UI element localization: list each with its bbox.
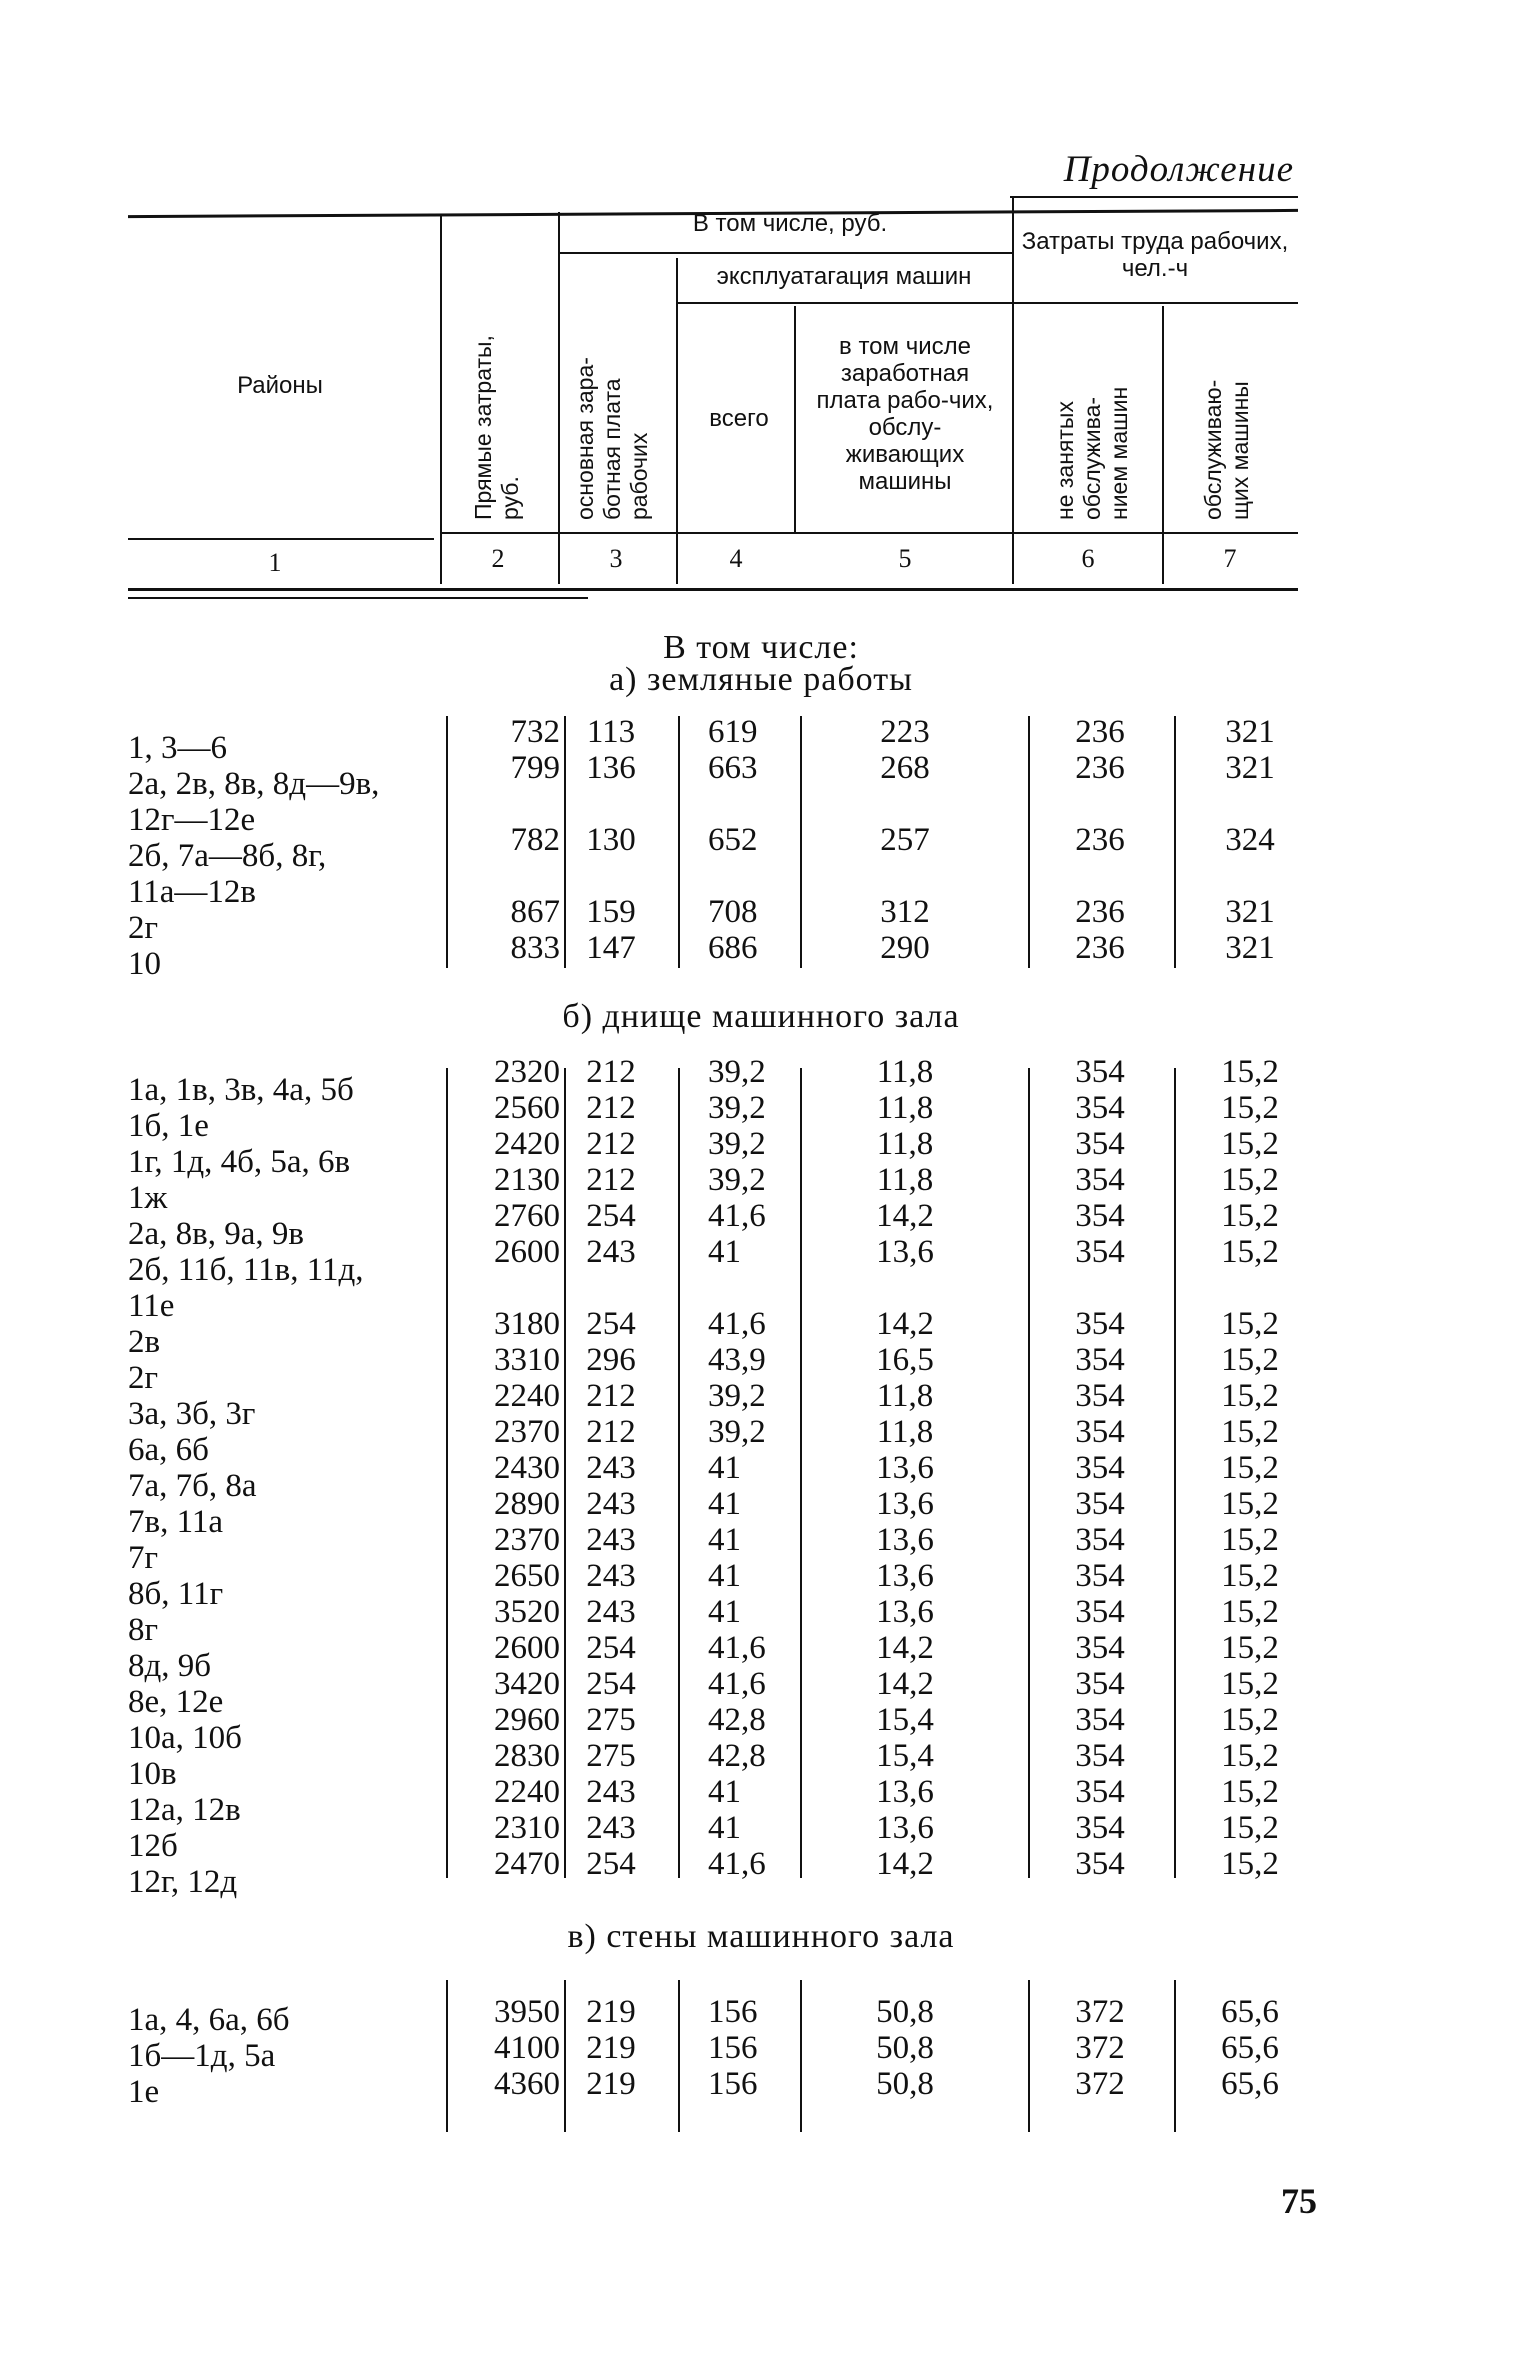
- table-cell-col2: 3520: [494, 1594, 560, 1630]
- table-cell-col4: 42,8: [708, 1738, 766, 1774]
- region-label: 12г—12е: [128, 802, 256, 838]
- table-cell-col4: 41: [708, 1450, 741, 1486]
- table-cell-col6: 236: [1075, 822, 1125, 858]
- header-including-rub: В том числе, руб.: [692, 210, 888, 237]
- colnum-7: 7: [1223, 544, 1237, 573]
- table-cell-col2: 2650: [494, 1558, 560, 1594]
- region-label: 2а, 2в, 8в, 8д—9в,: [128, 766, 380, 802]
- region-label: 12г, 12д: [128, 1864, 238, 1900]
- region-label: 2б, 11б, 11в, 11д,: [128, 1252, 364, 1288]
- header-vline-6: [1162, 306, 1164, 584]
- region-label: 1ж: [128, 1180, 168, 1216]
- table-cell-col3: 243: [586, 1810, 636, 1846]
- region-label: 6а, 6б: [128, 1432, 209, 1468]
- table-cell-col2: 2320: [494, 1054, 560, 1090]
- header-vline-2: [558, 212, 560, 584]
- region-label: 2г: [128, 1360, 159, 1396]
- table-cell-col2: 867: [510, 894, 560, 930]
- region-label: 8е, 12е: [128, 1684, 224, 1720]
- table-cell-col4: 43,9: [708, 1342, 766, 1378]
- table-cell-col4: 41,6: [708, 1306, 766, 1342]
- table-cell-col6: 354: [1075, 1234, 1125, 1270]
- table-cell-col7: 15,2: [1221, 1450, 1279, 1486]
- table-cell-col6: 354: [1075, 1846, 1125, 1882]
- table-row: [0, 930, 1522, 966]
- page-number: 75: [1281, 2181, 1317, 2221]
- colnum-5: 5: [898, 544, 912, 573]
- continuation-label: Продолжение: [1063, 149, 1294, 190]
- table-cell-col6: 236: [1075, 750, 1125, 786]
- column-separator: [678, 1980, 680, 2132]
- table-cell-col6: 236: [1075, 894, 1125, 930]
- table-cell-col5: 11,8: [876, 1378, 934, 1414]
- region-label: 8г: [128, 1612, 159, 1648]
- table-cell-col2: 3310: [494, 1342, 560, 1378]
- table-cell-col4: 41: [708, 1522, 741, 1558]
- table-cell-col7: 321: [1225, 750, 1275, 786]
- table-cell-col5: 15,4: [876, 1738, 934, 1774]
- table-cell-col5: 14,2: [876, 1198, 934, 1234]
- header-vline-4: [794, 306, 796, 534]
- table-cell-col6: 354: [1075, 1738, 1125, 1774]
- table-cell-col4: 39,2: [708, 1378, 766, 1414]
- header-top-rule-right: [1010, 196, 1298, 198]
- table-cell-col6: 236: [1075, 714, 1125, 750]
- table-cell-col4: 39,2: [708, 1054, 766, 1090]
- colnum-6: 6: [1081, 544, 1095, 573]
- region-label: 12а, 12в: [128, 1792, 241, 1828]
- table-cell-col6: 354: [1075, 1558, 1125, 1594]
- table-cell-col3: 254: [586, 1198, 636, 1234]
- including-rule: [558, 252, 1012, 254]
- header-vline-1: [440, 216, 442, 584]
- table-cell-col2: 2470: [494, 1846, 560, 1882]
- table-cell-col7: 15,2: [1221, 1774, 1279, 1810]
- table-cell-col2: 2830: [494, 1738, 560, 1774]
- table-cell-col4: 41: [708, 1594, 741, 1630]
- table-cell-col2: 782: [510, 822, 560, 858]
- column-separator: [446, 716, 448, 968]
- table-cell-col2: 833: [510, 930, 560, 966]
- table-cell-col6: 354: [1075, 1810, 1125, 1846]
- colnum-4: 4: [729, 544, 743, 573]
- table-cell-col4: 39,2: [708, 1090, 766, 1126]
- table-cell-col5: 11,8: [876, 1090, 934, 1126]
- table-cell-col2: 2760: [494, 1198, 560, 1234]
- table-cell-col4: 41,6: [708, 1846, 766, 1882]
- region-label: 12б: [128, 1828, 178, 1864]
- table-cell-col7: 15,2: [1221, 1414, 1279, 1450]
- table-cell-col7: 15,2: [1221, 1306, 1279, 1342]
- table-cell-col7: 324: [1225, 822, 1275, 858]
- table-cell-col3: 243: [586, 1774, 636, 1810]
- region-label: 1б—1д, 5а: [128, 2038, 276, 2074]
- table-cell-col6: 354: [1075, 1378, 1125, 1414]
- header-incl-wage: в том числе заработная плата рабо-чих, обслу-живающих машины: [816, 333, 994, 495]
- column-separator: [678, 716, 680, 968]
- column-separator: [564, 1068, 566, 1878]
- table-cell-col6: 354: [1075, 1486, 1125, 1522]
- region-label: 1а, 4, 6а, 6б: [128, 2002, 290, 2038]
- region-label: 8д, 9б: [128, 1648, 212, 1684]
- table-cell-col4: 41,6: [708, 1198, 766, 1234]
- table-cell-col5: 223: [880, 714, 930, 750]
- region-label: 10а, 10б: [128, 1720, 242, 1756]
- table-cell-col4: 663: [708, 750, 758, 786]
- table-cell-col6: 354: [1075, 1522, 1125, 1558]
- table-cell-col6: 354: [1075, 1054, 1125, 1090]
- table-cell-col7: 15,2: [1221, 1054, 1279, 1090]
- table-cell-col3: 243: [586, 1450, 636, 1486]
- table-cell-col3: 254: [586, 1306, 636, 1342]
- table-cell-col4: 41: [708, 1486, 741, 1522]
- table-cell-col6: 372: [1075, 1994, 1125, 2030]
- table-cell-col5: 13,6: [876, 1558, 934, 1594]
- table-row: [0, 1306, 1522, 1342]
- table-cell-col4: 39,2: [708, 1126, 766, 1162]
- table-cell-col5: 13,6: [876, 1450, 934, 1486]
- table-cell-col4: 41: [708, 1774, 741, 1810]
- table-cell-col7: 15,2: [1221, 1162, 1279, 1198]
- table-cell-col5: 13,6: [876, 1234, 934, 1270]
- region-label: 11е: [128, 1288, 175, 1324]
- table-cell-col4: 41: [708, 1810, 741, 1846]
- table-cell-col5: 11,8: [876, 1126, 934, 1162]
- table-cell-col3: 212: [586, 1162, 636, 1198]
- table-cell-col7: 15,2: [1221, 1666, 1279, 1702]
- table-cell-col5: 257: [880, 822, 930, 858]
- table-cell-col7: 65,6: [1221, 2066, 1279, 2102]
- table-cell-col7: 15,2: [1221, 1810, 1279, 1846]
- table-cell-col4: 652: [708, 822, 758, 858]
- region-label: 10в: [128, 1756, 177, 1792]
- header-not-machine: не занятых обслужива- нием машин: [1052, 386, 1132, 520]
- region-label: 7а, 7б, 8а: [128, 1468, 257, 1504]
- table-cell-col2: 2240: [494, 1378, 560, 1414]
- column-separator: [1174, 716, 1176, 968]
- column-separator: [564, 716, 566, 968]
- table-cell-col2: 732: [510, 714, 560, 750]
- header-direct-costs: Прямые затраты, руб.: [470, 335, 523, 520]
- table-cell-col6: 354: [1075, 1666, 1125, 1702]
- column-separator: [1174, 1068, 1176, 1878]
- table-cell-col4: 42,8: [708, 1702, 766, 1738]
- region-label: 1г, 1д, 4б, 5а, 6в: [128, 1144, 351, 1180]
- table-row: [0, 1522, 1522, 1558]
- table-cell-col6: 354: [1075, 1774, 1125, 1810]
- region-label: 2б, 7а—8б, 8г,: [128, 838, 327, 874]
- table-cell-col7: 15,2: [1221, 1234, 1279, 1270]
- table-cell-col3: 130: [586, 822, 636, 858]
- table-cell-col6: 236: [1075, 930, 1125, 966]
- table-cell-col2: 3180: [494, 1306, 560, 1342]
- region-label: 7г: [128, 1540, 159, 1576]
- table-cell-col6: 354: [1075, 1126, 1125, 1162]
- table-cell-col6: 354: [1075, 1414, 1125, 1450]
- table-cell-col7: 15,2: [1221, 1738, 1279, 1774]
- region-label: 7в, 11а: [128, 1504, 224, 1540]
- colnum-bottom-rule-2: [128, 597, 588, 599]
- table-cell-col5: 50,8: [876, 2066, 934, 2102]
- column-separator: [446, 1068, 448, 1878]
- machine-op-rule: [676, 302, 1012, 304]
- table-cell-col3: 243: [586, 1594, 636, 1630]
- section-a-title-line2: а) земляные работы: [609, 661, 913, 698]
- table-cell-col5: 11,8: [876, 1162, 934, 1198]
- table-cell-col7: 321: [1225, 894, 1275, 930]
- region-label: 2а, 8в, 9а, 9в: [128, 1216, 304, 1252]
- header-labor-costs: Затраты труда рабочих, чел.-ч: [1021, 228, 1289, 282]
- table-cell-col6: 354: [1075, 1594, 1125, 1630]
- table-cell-col3: 219: [586, 2066, 636, 2102]
- region-label: 1б, 1е: [128, 1108, 209, 1144]
- table-cell-col3: 254: [586, 1630, 636, 1666]
- table-cell-col4: 41,6: [708, 1666, 766, 1702]
- table-cell-col3: 243: [586, 1558, 636, 1594]
- table-cell-col2: 2430: [494, 1450, 560, 1486]
- colnum-1: 1: [268, 548, 282, 577]
- table-cell-col7: 15,2: [1221, 1702, 1279, 1738]
- table-cell-col7: 15,2: [1221, 1198, 1279, 1234]
- header-mid-rule-left: [128, 538, 434, 540]
- table-cell-col3: 275: [586, 1702, 636, 1738]
- table-cell-col5: 11,8: [876, 1414, 934, 1450]
- table-cell-col7: 15,2: [1221, 1594, 1279, 1630]
- table-cell-col4: 41,6: [708, 1630, 766, 1666]
- header-base-wage: основная зара- ботная плата рабочих: [572, 357, 652, 520]
- table-cell-col4: 708: [708, 894, 758, 930]
- table-row: [0, 1342, 1522, 1378]
- table-cell-col6: 354: [1075, 1306, 1125, 1342]
- table-cell-col7: 15,2: [1221, 1342, 1279, 1378]
- column-separator: [564, 1980, 566, 2132]
- table-cell-col2: 799: [510, 750, 560, 786]
- table-cell-col4: 156: [708, 2030, 758, 2066]
- table-cell-col7: 321: [1225, 714, 1275, 750]
- table-cell-col5: 312: [880, 894, 930, 930]
- column-separator: [1028, 1980, 1030, 2132]
- table-cell-col2: 2130: [494, 1162, 560, 1198]
- table-row: [0, 1558, 1522, 1594]
- region-label: 8б, 11г: [128, 1576, 224, 1612]
- table-cell-col2: 2420: [494, 1126, 560, 1162]
- table-cell-col7: 15,2: [1221, 1090, 1279, 1126]
- column-separator: [800, 1068, 802, 1878]
- colnum-3: 3: [609, 544, 623, 573]
- section-c-title: в) стены машинного зала: [567, 1918, 955, 1955]
- region-label: 1а, 1в, 3в, 4а, 5б: [128, 1072, 354, 1108]
- header-vline-3: [676, 258, 678, 584]
- table-cell-col6: 354: [1075, 1162, 1125, 1198]
- table-cell-col5: 268: [880, 750, 930, 786]
- table-cell-col2: 2370: [494, 1414, 560, 1450]
- region-label: 1е: [128, 2074, 160, 2110]
- table-cell-col3: 147: [586, 930, 636, 966]
- table-row: [0, 714, 1522, 750]
- column-separator: [1174, 1980, 1176, 2132]
- table-cell-col3: 212: [586, 1126, 636, 1162]
- table-cell-col2: 2600: [494, 1630, 560, 1666]
- table-cell-col7: 65,6: [1221, 2030, 1279, 2066]
- table-cell-col3: 243: [586, 1234, 636, 1270]
- table-cell-col7: 15,2: [1221, 1378, 1279, 1414]
- table-cell-col3: 254: [586, 1846, 636, 1882]
- table-cell-col3: 275: [586, 1738, 636, 1774]
- column-separator: [678, 1068, 680, 1878]
- column-separator: [800, 1980, 802, 2132]
- table-cell-col2: 2560: [494, 1090, 560, 1126]
- region-label: 10: [128, 946, 161, 982]
- header-machine-operation: эксплуатагация машин: [716, 263, 972, 290]
- table-cell-col7: 15,2: [1221, 1558, 1279, 1594]
- table-cell-col7: 321: [1225, 930, 1275, 966]
- table-row: [0, 1666, 1522, 1702]
- table-cell-col5: 13,6: [876, 1522, 934, 1558]
- region-label: 2в: [128, 1324, 161, 1360]
- table-cell-col4: 686: [708, 930, 758, 966]
- table-cell-col6: 354: [1075, 1090, 1125, 1126]
- table-cell-col7: 15,2: [1221, 1126, 1279, 1162]
- table-cell-col5: 16,5: [876, 1342, 934, 1378]
- table-cell-col5: 14,2: [876, 1666, 934, 1702]
- table-cell-col7: 15,2: [1221, 1846, 1279, 1882]
- table-cell-col5: 14,2: [876, 1630, 934, 1666]
- table-cell-col5: 11,8: [876, 1054, 934, 1090]
- table-cell-col5: 13,6: [876, 1810, 934, 1846]
- header-machine-serv: обслуживаю- щих машины: [1200, 379, 1253, 520]
- table-cell-col3: 136: [586, 750, 636, 786]
- table-cell-col6: 372: [1075, 2066, 1125, 2102]
- table-cell-col5: 14,2: [876, 1846, 934, 1882]
- table-cell-col6: 354: [1075, 1198, 1125, 1234]
- table-cell-col7: 65,6: [1221, 1994, 1279, 2030]
- table-cell-col7: 15,2: [1221, 1522, 1279, 1558]
- table-cell-col6: 354: [1075, 1630, 1125, 1666]
- table-cell-col6: 354: [1075, 1342, 1125, 1378]
- table-cell-col4: 39,2: [708, 1414, 766, 1450]
- table-cell-col4: 39,2: [708, 1162, 766, 1198]
- section-b-title: б) днище машинного зала: [562, 998, 960, 1035]
- table-cell-col3: 212: [586, 1414, 636, 1450]
- table-cell-col5: 50,8: [876, 1994, 934, 2030]
- table-cell-col5: 13,6: [876, 1594, 934, 1630]
- section-a-title-line1: В том числе:: [663, 629, 859, 666]
- colnum-bottom-rule: [128, 588, 1298, 591]
- table-cell-col4: 156: [708, 1994, 758, 2030]
- labor-rule: [1012, 302, 1298, 304]
- region-label: 1, 3—6: [128, 730, 227, 766]
- header-vline-5: [1012, 198, 1014, 584]
- table-cell-col6: 354: [1075, 1450, 1125, 1486]
- table-cell-col2: 2370: [494, 1522, 560, 1558]
- table-row: [0, 1594, 1522, 1630]
- table-cell-col7: 15,2: [1221, 1630, 1279, 1666]
- column-separator: [446, 1980, 448, 2132]
- table-cell-col2: 2890: [494, 1486, 560, 1522]
- table-cell-col3: 254: [586, 1666, 636, 1702]
- table-cell-col3: 219: [586, 1994, 636, 2030]
- table-cell-col5: 14,2: [876, 1306, 934, 1342]
- table-cell-col3: 159: [586, 894, 636, 930]
- column-separator: [800, 716, 802, 968]
- table-cell-col2: 4360: [494, 2066, 560, 2102]
- table-cell-col2: 3420: [494, 1666, 560, 1702]
- table-cell-col6: 354: [1075, 1702, 1125, 1738]
- table-cell-col2: 2600: [494, 1234, 560, 1270]
- table-cell-col4: 156: [708, 2066, 758, 2102]
- region-label: 11а—12в: [128, 874, 257, 910]
- table-cell-col3: 243: [586, 1522, 636, 1558]
- table-cell-col3: 212: [586, 1378, 636, 1414]
- table-cell-col5: 13,6: [876, 1774, 934, 1810]
- header-total: всего: [709, 405, 769, 432]
- table-cell-col5: 290: [880, 930, 930, 966]
- table-cell-col4: 41: [708, 1234, 741, 1270]
- table-row: [0, 1630, 1522, 1666]
- table-cell-col3: 212: [586, 1090, 636, 1126]
- column-separator: [1028, 716, 1030, 968]
- table-cell-col4: 619: [708, 714, 758, 750]
- column-separator: [1028, 1068, 1030, 1878]
- table-cell-col3: 243: [586, 1486, 636, 1522]
- header-bottom-rule: [440, 532, 1298, 534]
- table-cell-col3: 219: [586, 2030, 636, 2066]
- region-label: 2г: [128, 910, 159, 946]
- table-cell-col5: 50,8: [876, 2030, 934, 2066]
- table-cell-col2: 4100: [494, 2030, 560, 2066]
- table-cell-col3: 113: [586, 714, 636, 750]
- table-cell-col2: 2960: [494, 1702, 560, 1738]
- header-regions: Районы: [237, 372, 323, 399]
- table-cell-col5: 15,4: [876, 1702, 934, 1738]
- table-cell-col2: 3950: [494, 1994, 560, 2030]
- region-label: 3а, 3б, 3г: [128, 1396, 256, 1432]
- colnum-2: 2: [491, 544, 505, 573]
- table-cell-col7: 15,2: [1221, 1486, 1279, 1522]
- table-cell-col2: 2240: [494, 1774, 560, 1810]
- table-cell-col3: 296: [586, 1342, 636, 1378]
- table-cell-col2: 2310: [494, 1810, 560, 1846]
- table-cell-col6: 372: [1075, 2030, 1125, 2066]
- table-cell-col5: 13,6: [876, 1486, 934, 1522]
- table-cell-col4: 41: [708, 1558, 741, 1594]
- table-cell-col3: 212: [586, 1054, 636, 1090]
